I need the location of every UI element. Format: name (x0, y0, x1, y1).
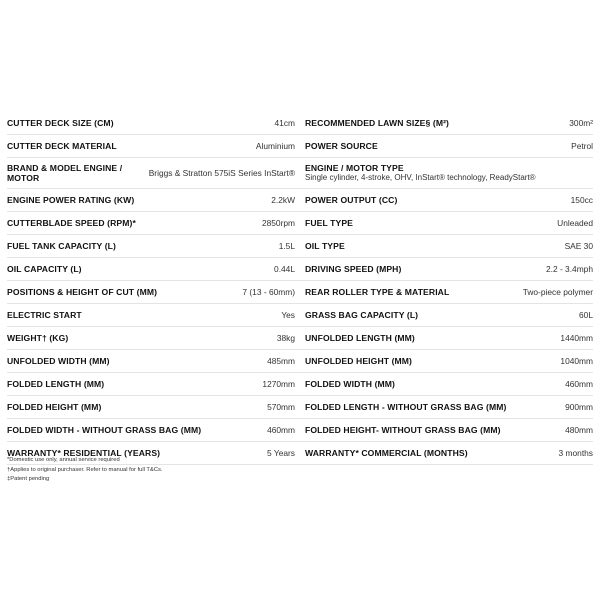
spec-row (7, 281, 593, 304)
spec-label: UNFOLDED LENGTH (MM) (305, 333, 415, 343)
spec-value: 485mm (267, 356, 295, 366)
spec-label: OIL TYPE (305, 241, 345, 251)
spec-label: ELECTRIC START (7, 310, 82, 320)
spec-value: 7 (13 - 60mm) (242, 287, 295, 297)
spec-value: Briggs & Stratton 575iS Series InStart® (148, 168, 295, 178)
spec-value: 900mm (565, 402, 593, 412)
spec-label: BRAND & MODEL ENGINE / MOTOR (7, 163, 123, 183)
spec-value: Single cylinder, 4-stroke, OHV, InStart® technology, ReadyStart® (305, 173, 536, 182)
spec-value: 60L (579, 310, 593, 320)
spec-cell-fuel-type (303, 212, 593, 234)
spec-label: OIL CAPACITY (L) (7, 264, 82, 274)
spec-cell-grass-bag (303, 304, 593, 326)
spec-cell-power-source (303, 135, 593, 157)
spec-label: ENGINE / MOTOR TYPE (305, 163, 404, 173)
spec-label: POWER SOURCE (305, 141, 378, 151)
spec-cell-power-output (303, 189, 593, 211)
spec-cell-cutter-deck-size (7, 112, 297, 134)
spec-row (7, 396, 593, 419)
spec-label: FUEL TANK CAPACITY (L) (7, 241, 116, 251)
spec-label: ENGINE POWER RATING (KW) (7, 195, 135, 205)
spec-cell-electric-start (7, 304, 297, 326)
spec-cell-driving-speed (303, 258, 593, 280)
spec-cell-engine-type (303, 158, 593, 188)
spec-label: POSITIONS & HEIGHT OF CUT (MM) (7, 287, 158, 297)
spec-value: 0.44L (274, 264, 295, 274)
spec-label: WARRANTY* RESIDENTIAL (YEARS) (7, 448, 161, 458)
spec-cell-engine-model (7, 158, 297, 188)
spec-label: FOLDED WIDTH (MM) (305, 379, 396, 389)
spec-row (7, 158, 593, 189)
spec-row (7, 135, 593, 158)
spec-label: POWER OUTPUT (CC) (305, 195, 398, 205)
spec-value: 1.5L (278, 241, 295, 251)
spec-row (7, 258, 593, 281)
spec-value: Two-piece polymer (522, 287, 593, 297)
spec-cell-fuel-tank (7, 235, 297, 257)
spec-cell-warranty-commercial (303, 442, 593, 464)
footnote: ‡Patent pending (7, 476, 50, 482)
spec-value: 2.2kW (271, 195, 295, 205)
spec-cell-blade-speed (7, 212, 297, 234)
spec-label: WEIGHT† (KG) (7, 333, 69, 343)
spec-cell-folded-length (7, 373, 297, 395)
spec-row (7, 419, 593, 442)
spec-row (7, 327, 593, 350)
spec-cell-cut-height (7, 281, 297, 303)
spec-value: 2.2 - 3.4mph (545, 264, 593, 274)
spec-row (7, 350, 593, 373)
footnote: †Applies to original purchaser. Refer to manual for full T&Cs. (7, 466, 163, 473)
spec-cell-oil-capacity (7, 258, 297, 280)
spec-value: 150cc (570, 195, 593, 205)
spec-row (7, 112, 593, 135)
spec-label: RECOMMENDED LAWN SIZE§ (M²) (305, 118, 450, 128)
spec-label: REAR ROLLER TYPE & MATERIAL (305, 287, 450, 297)
spec-value: 1440mm (560, 333, 593, 343)
spec-cell-unfolded-length (303, 327, 593, 349)
spec-value: 480mm (565, 425, 593, 435)
spec-cell-lawn-size (303, 112, 593, 134)
spec-label: UNFOLDED WIDTH (MM) (7, 356, 110, 366)
spec-label: FOLDED HEIGHT- WITHOUT GRASS BAG (MM) (305, 425, 501, 435)
spec-cell-rear-roller (303, 281, 593, 303)
spec-cell-folded-width-no-bag (7, 419, 297, 441)
spec-label: CUTTERBLADE SPEED (RPM)* (7, 218, 136, 228)
spec-value: 300m² (569, 118, 593, 128)
spec-cell-folded-height (7, 396, 297, 418)
spec-cell-folded-width (303, 373, 593, 395)
spec-value: 1040mm (560, 356, 593, 366)
spec-value: 38kg (276, 333, 295, 343)
spec-cell-folded-length-no-bag (303, 396, 593, 418)
spec-value: 3 months (558, 448, 593, 458)
spec-value: 570mm (267, 402, 295, 412)
spec-value: 460mm (565, 379, 593, 389)
spec-label: WARRANTY* COMMERCIAL (MONTHS) (305, 448, 468, 458)
footnotes (7, 456, 163, 485)
spec-cell-folded-height-no-bag (303, 419, 593, 441)
spec-label: FOLDED HEIGHT (MM) (7, 402, 102, 412)
spec-label: CUTTER DECK MATERIAL (7, 141, 117, 151)
spec-cell-weight (7, 327, 297, 349)
spec-sheet (7, 112, 593, 465)
spec-value: Aluminium (255, 141, 295, 151)
spec-label: UNFOLDED HEIGHT (MM) (305, 356, 413, 366)
spec-cell-oil-type (303, 235, 593, 257)
spec-row (7, 235, 593, 258)
spec-value: 5 Years (267, 448, 295, 458)
spec-label: FOLDED LENGTH - WITHOUT GRASS BAG (MM) (305, 402, 507, 412)
spec-label: CUTTER DECK SIZE (CM) (7, 118, 114, 128)
spec-row (7, 189, 593, 212)
spec-cell-power-rating (7, 189, 297, 211)
spec-label: DRIVING SPEED (MPH) (305, 264, 402, 274)
spec-value: SAE 30 (564, 241, 593, 251)
spec-cell-unfolded-width (7, 350, 297, 372)
spec-label: GRASS BAG CAPACITY (L) (305, 310, 419, 320)
spec-row (7, 373, 593, 396)
spec-label: FUEL TYPE (305, 218, 354, 228)
spec-label: FOLDED WIDTH - WITHOUT GRASS BAG (MM) (7, 425, 202, 435)
spec-value: Yes (281, 310, 295, 320)
spec-value: 1270mm (262, 379, 295, 389)
footnote: *Domestic use only, annual service required (7, 457, 120, 463)
spec-cell-unfolded-height (303, 350, 593, 372)
spec-value: 41cm (274, 118, 295, 128)
spec-value: Petrol (571, 141, 593, 151)
spec-cell-deck-material (7, 135, 297, 157)
spec-row (7, 212, 593, 235)
spec-value: Unleaded (557, 218, 593, 228)
spec-row (7, 304, 593, 327)
spec-value: 2850rpm (261, 218, 295, 228)
spec-label: FOLDED LENGTH (MM) (7, 379, 105, 389)
spec-value: 460mm (267, 425, 295, 435)
